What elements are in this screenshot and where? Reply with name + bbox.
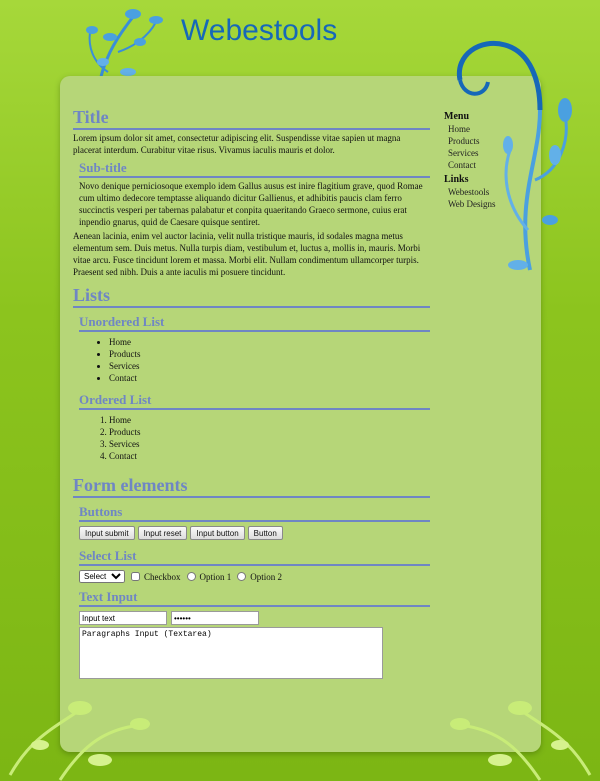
sidebar-link-webestools[interactable]: Webestools — [448, 187, 490, 197]
checkbox-label: Checkbox — [144, 571, 181, 582]
plain-button[interactable]: Button — [248, 526, 283, 540]
select-row — [79, 570, 430, 583]
buttons-row — [79, 526, 430, 540]
page-title: Title — [73, 106, 430, 130]
list-item: • Contact — [109, 372, 430, 384]
option-1-label: Option 1 — [199, 571, 232, 582]
intro-paragraph: Lorem ipsum dolor sit amet, consectetur adipiscing elit. Suspendisse vitae sapien ut magna placerat interdum. Curabitur vitae risus. Vivamus iaculis mauris et dolor. — [73, 133, 401, 155]
sidebar-item-home[interactable]: Home — [448, 124, 470, 134]
input-submit-button[interactable]: Input submit — [79, 526, 135, 540]
password-input[interactable] — [171, 611, 259, 625]
list-item: • Home — [109, 336, 430, 348]
unordered-list — [73, 336, 430, 384]
sidebar-link-web-designs[interactable]: Web Designs — [448, 199, 496, 209]
option-2-label: Option 2 — [250, 571, 283, 582]
buttons-title: Buttons — [79, 504, 430, 522]
sidebar-item-products[interactable]: Products — [448, 136, 480, 146]
list-item: 4. Contact — [109, 450, 430, 462]
list-item: • Services — [109, 360, 430, 372]
list-item: 2. Products — [109, 426, 430, 438]
sub-title: Sub-title — [79, 160, 430, 178]
ordered-list-title: Ordered List — [79, 392, 430, 410]
list-item: 3. Services — [109, 438, 430, 450]
unordered-list-title: Unordered List — [79, 314, 430, 332]
option-1-radio[interactable] — [187, 572, 196, 581]
main-content — [73, 106, 430, 679]
text-input-title: Text Input — [79, 589, 430, 607]
select-dropdown[interactable] — [79, 570, 125, 583]
menu-title: Menu — [444, 111, 469, 122]
links-title: Links — [444, 174, 469, 185]
checkbox[interactable] — [131, 572, 140, 581]
lists-title: Lists — [73, 284, 430, 308]
option-2-radio[interactable] — [237, 572, 246, 581]
sidebar-item-services[interactable]: Services — [448, 148, 479, 158]
site-title: Webestools — [181, 14, 338, 47]
sub-paragraph: Novo denique perniciosoque exemplo idem Gallus ausus est inire flagitium grave, quod Romae cum ultimo dedecore temptasse aliquando dicitur Gallienus, et adhibitis paucis clam ferro succinctis vesperi per tabernas palabatur et conpita quaeritando Graeco sermone, cuius erat inpendio gnarus, quid de Caesare quisque sentiret. — [79, 181, 423, 227]
text-input-row — [79, 611, 430, 625]
form-elements-title: Form elements — [73, 474, 430, 498]
select-list-title: Select List — [79, 548, 430, 566]
text-input[interactable] — [79, 611, 167, 625]
second-paragraph: Aenean lacinia, enim vel auctor lacinia, velit nulla tristique mauris, id sodales magna metus elementum sem. Duis metus. Nulla turpis diam, vestibulum et, luctus a, mollis in, mauris. Morbi vitae arcu. Fusce tincidunt lorem et massa. Morbi elit. Nullam condimentum ullamcorper turpis. Praesent sed nibh. Duis a ante iaculis mi posuere tincidunt. — [73, 231, 421, 277]
input-button[interactable]: Input button — [190, 526, 244, 540]
ordered-list — [73, 414, 430, 462]
list-item: 1. Home — [109, 414, 430, 426]
list-item: • Products — [109, 348, 430, 360]
sidebar — [444, 110, 534, 210]
leaf-ornament-icon — [0, 690, 600, 781]
input-reset-button[interactable]: Input reset — [138, 526, 188, 540]
sidebar-item-contact[interactable]: Contact — [448, 160, 476, 170]
textarea[interactable] — [79, 627, 383, 679]
